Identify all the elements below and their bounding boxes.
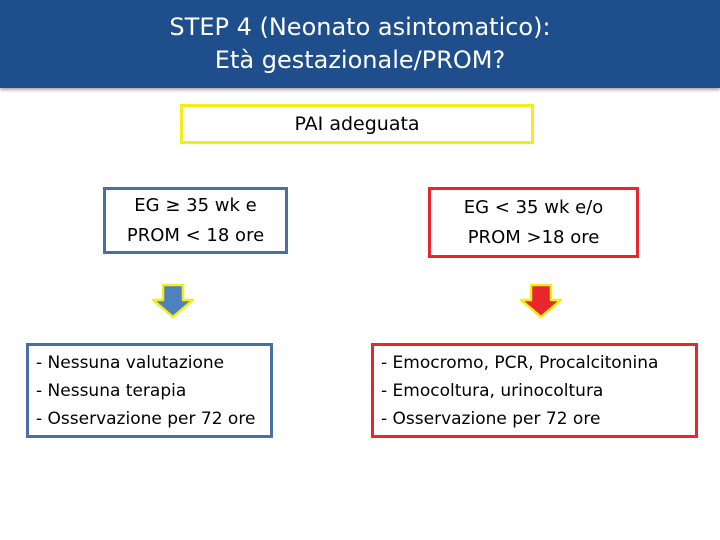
action-right-1: - Emocromo, PCR, Procalcitonina	[381, 352, 659, 373]
action-left-2: - Nessuna terapia	[36, 380, 187, 401]
title-bar	[0, 0, 720, 88]
action-right-3: - Osservazione per 72 ore	[381, 408, 601, 429]
arrow-down-left-icon	[150, 283, 196, 319]
criteria-box-right	[428, 187, 639, 258]
arrow-down-right-icon	[518, 283, 564, 319]
title-line-1: STEP 4 (Neonato asintomatico):	[169, 13, 551, 41]
action-right-2: - Emocoltura, urinocoltura	[381, 380, 604, 401]
criteria-right-line-1: EG < 35 wk e/o	[463, 196, 604, 218]
criteria-left-line-2: PROM < 18 ore	[126, 224, 265, 246]
condition-box: PAI adeguata	[180, 104, 534, 144]
title-line-2: Età gestazionale/PROM?	[214, 46, 506, 74]
action-left-3: - Osservazione per 72 ore	[36, 408, 256, 429]
action-left-1: - Nessuna valutazione	[36, 352, 225, 373]
actions-box-right	[371, 343, 698, 438]
criteria-right-line-2: PROM >18 ore	[467, 226, 600, 248]
actions-box-left	[26, 343, 273, 438]
criteria-left-line-1: EG ≥ 35 wk e	[134, 194, 257, 216]
criteria-box-left	[103, 187, 288, 254]
